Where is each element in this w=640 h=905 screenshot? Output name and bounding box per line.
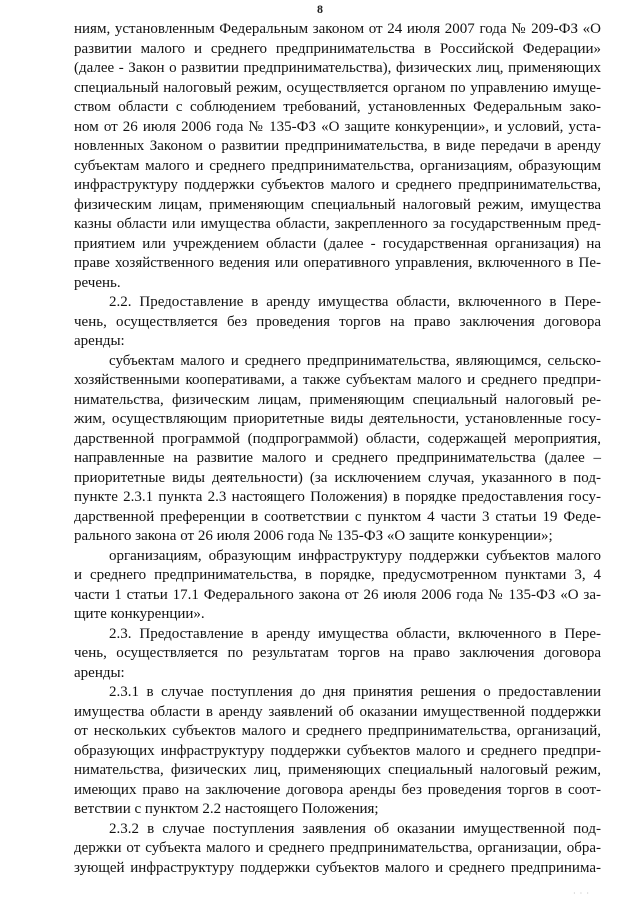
text-line: имеющих право на заключение договора аренды без проведения торгов в соот- [74,781,601,798]
document-body [74,20,601,878]
text-line: щите конкуренции». [74,606,205,622]
text-line: чень, осуществляется по результатам торгов на право заключения договора [74,645,601,661]
text-line: чень, осуществляется без проведения торгов на право заключения договора [74,313,601,330]
text-line: дарственной программой (подпрограммой) области, содержащей мероприятия, [74,430,601,447]
text-line: развитии малого и среднего предпринимательства в Российской Федерации» [74,40,601,57]
text-line: аренды: [74,333,125,349]
text-line: дарственной преференции в соответствии с пунктом 4 части 3 статьи 19 Феде- [74,508,601,525]
text-line: от нескольких субъектов малого и среднего предпринимательства, организаций, [74,723,601,739]
corner-mark: · · · [573,889,590,898]
text-line: инфраструктуру поддержки субъектов малого и среднего предпринимательства, [74,177,601,193]
text-line: пункте 2.3.1 пункта 2.3 настоящего Положения) в порядке предоставления госу- [74,489,601,505]
text-line: новленных Законом о развитии предпринимательства, в виде передачи в аренду [74,138,601,154]
text-line: ством области с соблюдением требований, установленных Федеральным зако- [74,99,601,115]
text-line: ниям, установленным Федеральным законом от 24 июля 2007 года № 209-ФЗ «О [74,21,601,37]
text-line: ветствии с пунктом 2.2 настоящего Положения; [74,801,379,817]
text-line: 2.2. Предоставление в аренду имущества области, включенного в Пере- [109,294,601,310]
text-line: имущества области в аренду заявлений об оказании имущественной поддержки [74,703,601,720]
text-line: рального закона от 26 июля 2006 года № 135-ФЗ «О защите конкуренции»; [74,528,553,544]
text-line: хозяйственными кооперативами, а также субъектам малого и среднего предпри- [74,372,601,388]
text-line: 2.3. Предоставление в аренду имущества области, включенного в Пере- [109,625,601,642]
text-line: нимательства, физических лиц, применяющих специальный налоговый режим, [74,762,601,778]
text-line: (далее - Закон о развитии предпринимательства), физических лиц, применяющих [74,60,601,76]
text-line: приоритетные виды деятельности) (за исключением случая, указанного в под- [74,469,601,486]
text-line: 2.3.1 в случае поступления до дня принятия решения о предоставлении [109,684,601,700]
text-line: 2.3.2 в случае поступления заявления об оказании имущественной под- [109,820,601,837]
text-line: субъектам малого и среднего предпринимательства, являющимся, сельско- [109,352,601,369]
text-line: направленные на развитие малого и среднего предпринимательства (далее – [74,450,601,466]
text-line: физическим лицам, применяющим специальный налоговый режим, имущества [74,196,601,213]
text-line: специальный налоговый режим, осуществляется органом по управлению имуще- [74,79,601,96]
text-line: приятием или учреждением области (далее - государственная организация) на [74,235,601,252]
text-line: зующей инфраструктуру поддержки субъектов малого и среднего предпринима- [74,859,601,876]
text-line: речень. [74,274,121,291]
text-line: аренды: [74,664,125,681]
text-line: ном от 26 июля 2006 года № 135-ФЗ «О защите конкуренции», и условий, уста- [74,118,601,135]
text-line: и среднего предпринимательства, в порядке, предусмотренном пунктами 3, 4 [74,567,601,583]
text-line: держки от субъекта малого и среднего предпринимательства, организации, обра- [74,840,601,856]
text-line: нимательства, физическим лицам, применяющим специальный налоговый ре- [74,391,601,408]
text-line: образующих инфраструктуру поддержки субъектов малого и среднего предпри- [74,742,601,759]
text-line: жим, осуществляющим приоритетные виды деятельности, установленные госу- [74,411,601,427]
text-line: части 1 статьи 17.1 Федерального закона от 26 июля 2006 года № 135-ФЗ «О за- [74,586,601,603]
text-line: субъектам малого и среднего предпринимательства, организациям, образующим [74,157,601,174]
text-line: казны области или имущества области, закрепленного за государственным пред- [74,216,601,232]
text-line: праве хозяйственного ведения или оперативного управления, включенного в Пе- [74,255,601,271]
text-line: организациям, образующим инфраструктуру поддержки субъектов малого [109,547,601,564]
page-number: 8 [317,2,323,16]
